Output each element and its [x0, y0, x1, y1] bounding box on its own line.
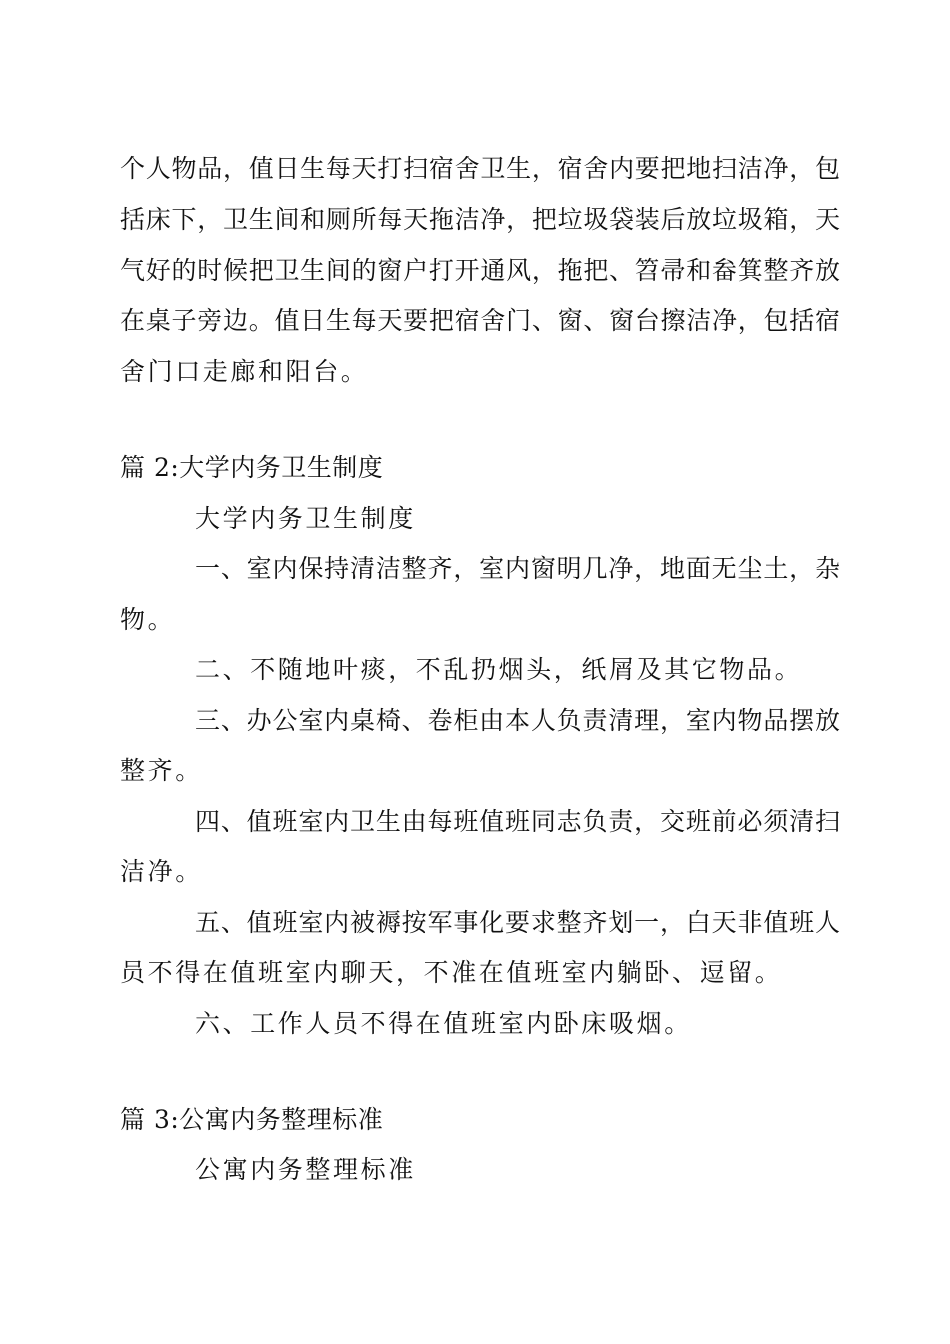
section-title: 大学内务卫生制度	[195, 504, 416, 533]
rule-line: 六、工作人员不得在值班室内卧床吸烟。	[195, 1009, 692, 1038]
paragraph-line: 个人物品，值日生每天打扫宿舍卫生，宿舍内要把地扫洁净，包	[120, 154, 840, 183]
paragraph-line: 气好的时候把卫生间的窗户打开通风，拖把、笤帚和畚箕整齐放	[120, 256, 840, 285]
rule-line: 一、室内保持清洁整齐，室内窗明几净，地面无尘土，杂	[195, 554, 840, 583]
rule-line: 洁净。	[120, 857, 203, 886]
section-title: 公寓内务整理标准	[195, 1155, 416, 1184]
rule-line: 四、值班室内卫生由每班值班同志负责，交班前必须清扫	[195, 807, 840, 836]
rule-line: 五、值班室内被褥按军事化要求整齐划一，白天非值班人	[195, 908, 840, 937]
paragraph-line: 在桌子旁边。值日生每天要把宿舍门、窗、窗台擦洁净，包括宿	[120, 306, 840, 335]
rule-line: 二、不随地叶痰，不乱扔烟头，纸屑及其它物品。	[195, 655, 803, 684]
section-heading: 篇 2:大学内务卫生制度	[120, 453, 384, 482]
paragraph-line: 舍门口走廊和阳台。	[120, 357, 369, 386]
rule-line: 三、办公室内桌椅、卷柜由本人负责清理，室内物品摆放	[195, 706, 840, 735]
rule-line: 员不得在值班室内聊天，不准在值班室内躺卧、逗留。	[120, 958, 783, 987]
paragraph-line: 括床下，卫生间和厕所每天拖洁净，把垃圾袋装后放垃圾箱，天	[120, 205, 840, 234]
rule-line: 物。	[120, 605, 176, 634]
section-heading: 篇 3:公寓内务整理标准	[120, 1105, 384, 1134]
rule-line: 整齐。	[120, 756, 203, 785]
